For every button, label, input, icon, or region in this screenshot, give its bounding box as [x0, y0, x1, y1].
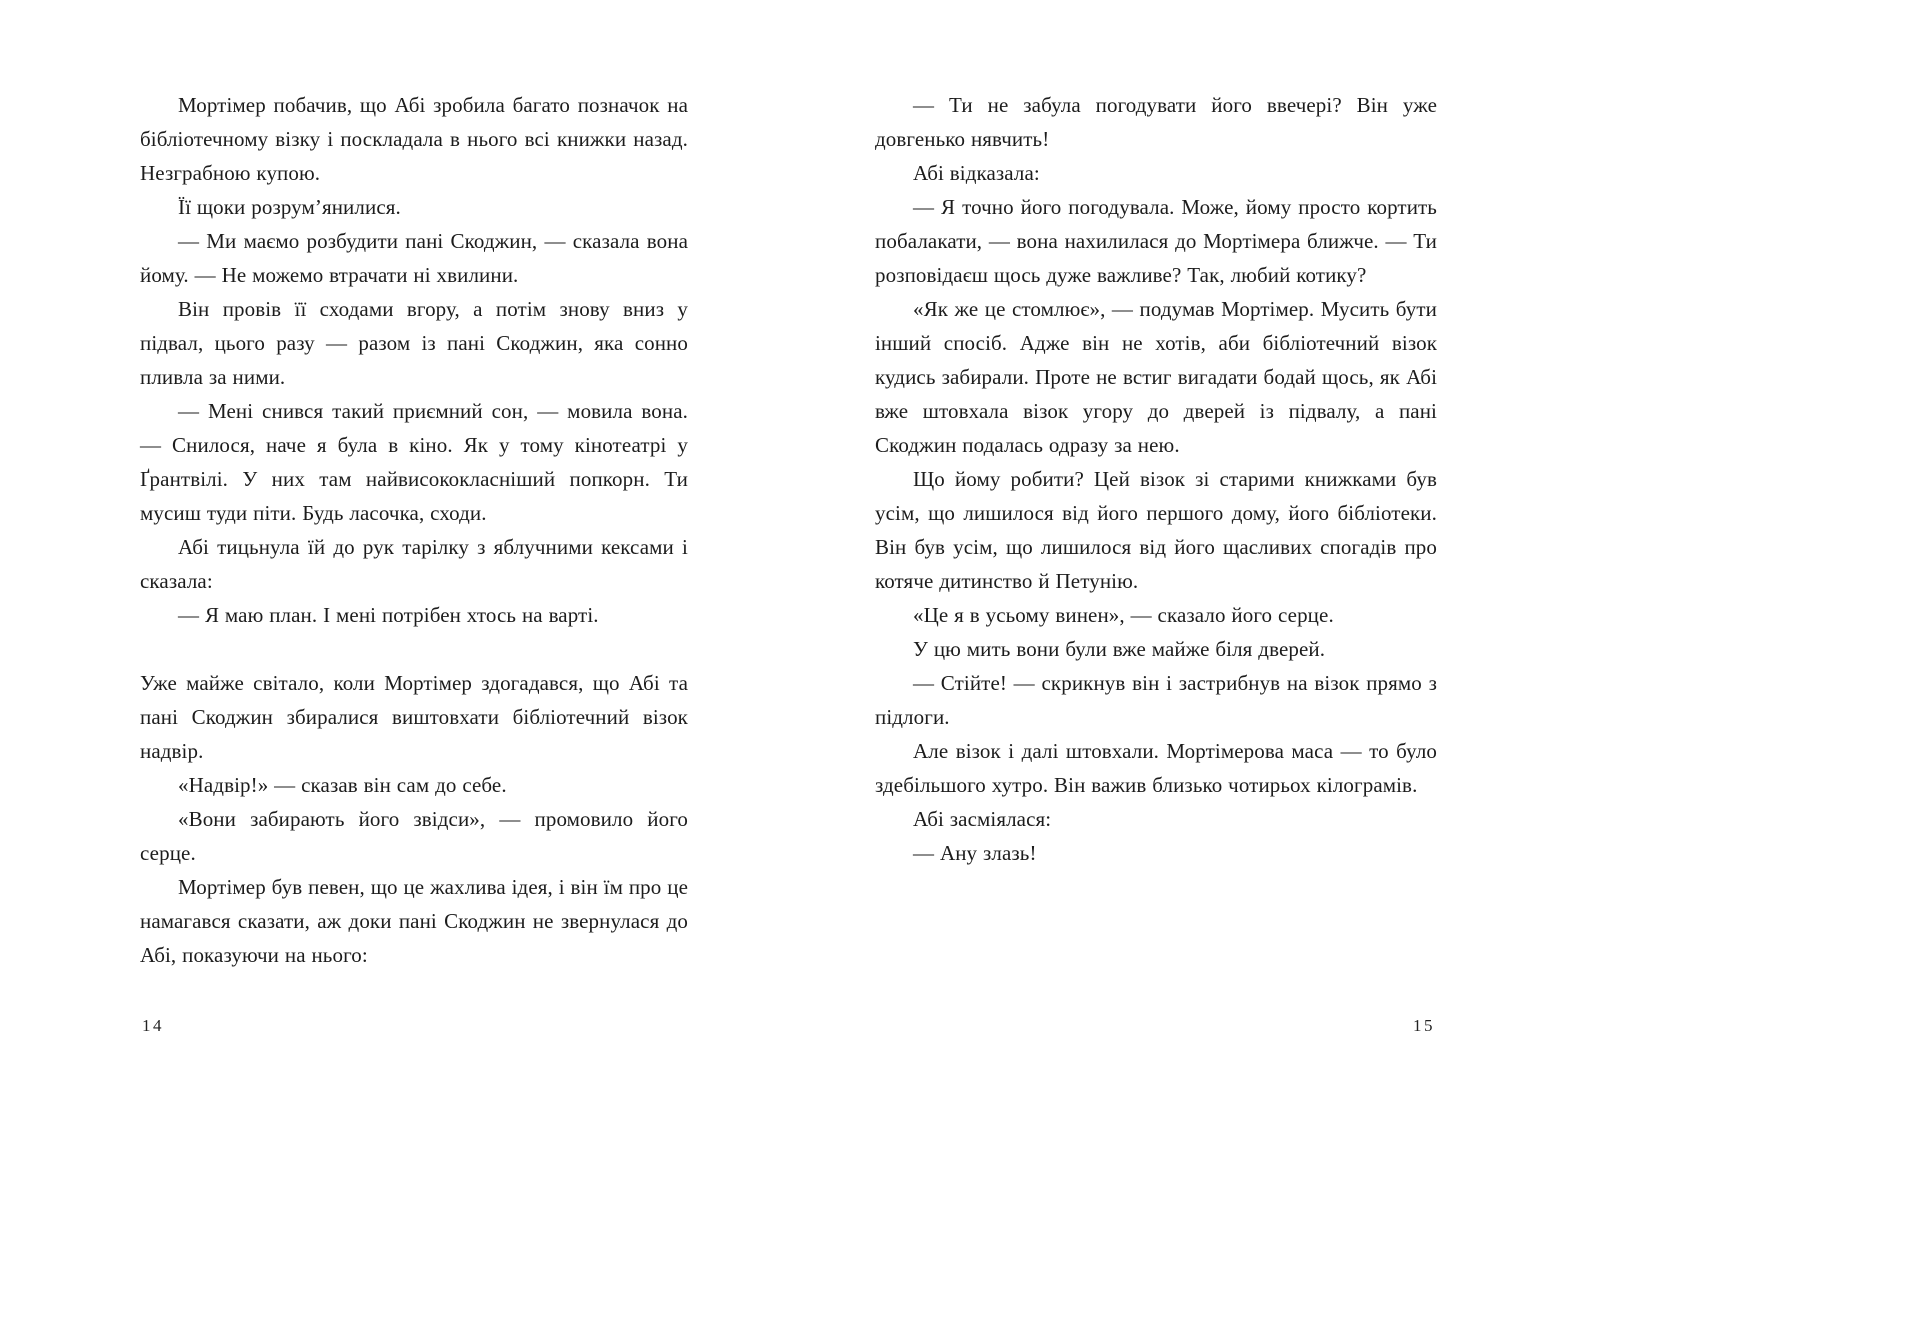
paragraph: Що йому робити? Цей візок зі старими книжками був усім, що лишилося від його першого дому, його бібліотеки. Він був усім, що лишилося від його щасливих спогадів про котяче дитинство й Петунію. — [875, 467, 1437, 593]
paragraph: Абі відказала: — [913, 161, 1040, 185]
paragraph: Мортімер був певен, що це жахлива ідея, і він їм про це намагався сказати, аж доки пані Скоджин не звернулася до Абі, показуючи на нього: — [140, 875, 688, 967]
paragraph: — Ти не забула погодувати його ввечері? Він уже довгенько нявчить! — [875, 93, 1437, 151]
paragraph: Абі засміялася: — [913, 807, 1052, 831]
paragraph: — Мені снився такий приємний сон, — мовила вона. — Снилося, наче я була в кіно. Як у тому кінотеатрі у Ґрантвілі. У них там найвисококласніший попкорн. Ти мусиш туди піти. Будь ласочка, сходи. — [140, 399, 688, 525]
paragraph: «Вони забирають його звідси», — промовило його серце. — [140, 807, 688, 865]
paragraph: — Ану злазь! — [913, 841, 1037, 865]
page-right-text — [875, 88, 1437, 870]
paragraph: — Я маю план. І мені потрібен хтось на варті. — [178, 603, 599, 627]
paragraph: Абі тицьнула їй до рук тарілку з яблучними кексами і сказала: — [140, 535, 688, 593]
paragraph: «Надвір!» — сказав він сам до себе. — [178, 773, 507, 797]
paragraph: — Я точно його погодувала. Може, йому просто кортить побалакати, — вона нахилилася до Мортімера ближче. — Ти розповідаєш щось дуже важливе? Так, любий котику? — [875, 195, 1437, 287]
paragraph: Але візок і далі штовхали. Мортімерова маса — то було здебільшого хутро. Він важив близько чотирьох кілограмів. — [875, 739, 1437, 797]
page-left — [140, 0, 688, 1324]
paragraph: Мортімер побачив, що Абі зробила багато позначок на бібліотечному візку і поскладала в нього всі книжки назад. Незграбною купою. — [140, 93, 688, 185]
paragraph: У цю мить вони були вже майже біля дверей. — [913, 637, 1326, 661]
page-left-text — [140, 88, 688, 972]
paragraph: «Це я в усьому винен», — сказало його серце. — [913, 603, 1334, 627]
paragraph-section-start: Уже майже світало, коли Мортімер здогадався, що Абі та пані Скоджин збиралися виштовхати бібліотечний візок надвір. — [140, 671, 688, 763]
paragraph: — Стійте! — скрикнув він і застрибнув на візок прямо з підлоги. — [875, 671, 1437, 729]
paragraph: Він провів її сходами вгору, а потім знову вниз у підвал, цього разу — разом із пані Скоджин, яка сонно пливла за ними. — [140, 297, 688, 389]
page-right — [875, 0, 1437, 1324]
paragraph: Її щоки розрум’янилися. — [178, 195, 401, 219]
paragraph: — Ми маємо розбудити пані Скоджин, — сказала вона йому. — Не можемо втрачати ні хвилини. — [140, 229, 688, 287]
paragraph: «Як же це стомлює», — подумав Мортімер. Мусить бути інший спосіб. Адже він не хотів, аби бібліотечний візок кудись забирали. Проте не встиг вигадати бодай щось, як Абі вже штовхала візок угору до дверей із підвалу, а пані Скоджин подалась одразу за нею. — [875, 297, 1437, 457]
page-number-right: 15 — [1413, 1016, 1435, 1035]
page-number-left: 14 — [142, 1016, 164, 1035]
